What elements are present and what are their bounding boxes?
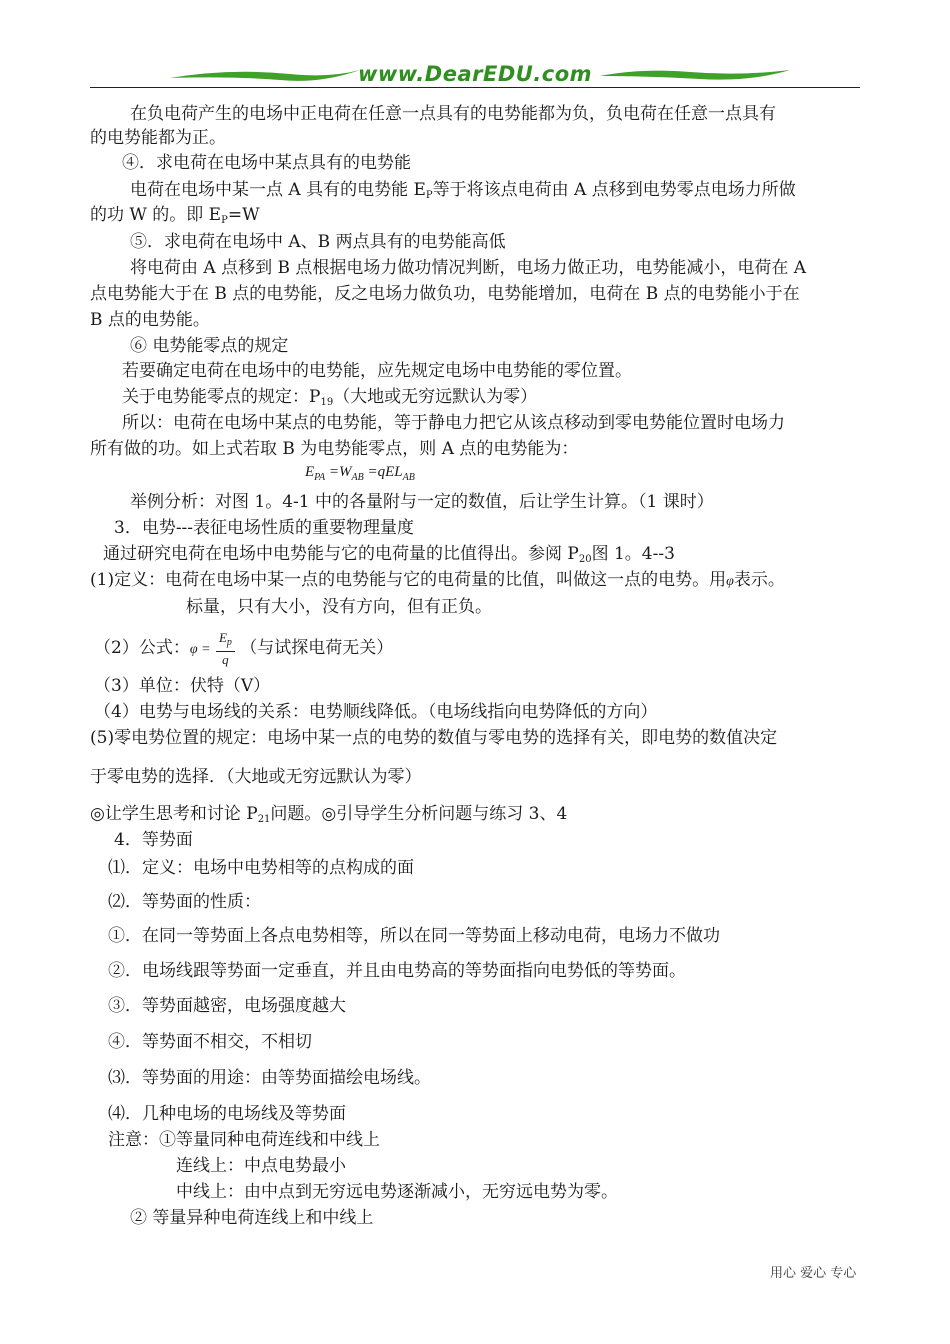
- text-line: ⑶．等势面的用途：由等势面描绘电场线。: [108, 1068, 431, 1088]
- text-line: 通过研究电荷在电场中电势能与它的电荷量的比值得出。参阅 $P_{20}$图 1。4--3: [103, 544, 675, 565]
- text-line: 于零电势的选择．（大地或无穷远默认为零）: [90, 767, 422, 787]
- text-line: 的功 W 的。即 $E_P=W$: [90, 205, 260, 226]
- text-line: （3）单位：伏特（V）: [94, 676, 271, 696]
- section-heading: 4．等势面: [114, 830, 193, 850]
- list-item: ④．等势面不相交，不相切: [108, 1032, 312, 1052]
- formula-line: （2）公式：φ = $\frac{E_p}{q}$ （与试探电荷无关）: [94, 629, 394, 667]
- potential-fraction: $\frac{E_p}{q}$: [216, 630, 235, 668]
- section-heading: ⑥ 电势能零点的规定: [130, 336, 289, 356]
- note-line: 连线上：中点电势最小: [176, 1156, 346, 1176]
- text-line: 在负电荷产生的电场中正电荷在任意一点具有的电势能都为负，负电荷在任意一点具有: [130, 104, 776, 124]
- text-line: ◎让学生思考和讨论 $P_{21}$问题。◎引导学生分析问题与练习 3、4: [90, 804, 568, 825]
- text-line: (5)零电势位置的规定：电场中某一点的电势的数值与零电势的选择有关，即电势的数值决定: [90, 728, 778, 748]
- section-heading: ④．求电荷在电场中某点具有的电势能: [122, 153, 411, 173]
- text-line: （4）电势与电场线的关系：电势顺线降低。（电场线指向电势降低的方向）: [94, 702, 658, 722]
- potential-energy-formula: $E_{PA} =W_{AB} =qEL_{AB}$: [305, 464, 415, 483]
- text-line: 所以：电荷在电场中某点的电势能，等于静电力把它从该点移动到零电势能位置时电场力: [122, 413, 785, 433]
- footer-motto: 用心 爱心 专心: [770, 1266, 857, 1281]
- text-line: 的电势能都为正。: [90, 128, 226, 148]
- section-heading: ⑤．求电荷在电场中 A、B 两点具有的电势能高低: [130, 232, 506, 252]
- list-item: ②．电场线跟等势面一定垂直，并且由电势高的等势面指向电势低的等势面。: [108, 961, 686, 981]
- page-header: [90, 58, 860, 92]
- site-logo-text: www.DearEDU.com: [357, 62, 593, 86]
- note-line: 中线上：由中点到无穷远电势逐渐减小，无穷远电势为零。: [176, 1182, 618, 1202]
- text-line: 点电势能大于在 B 点的电势能，反之电场力做负功，电势能增加，电荷在 B 点的电势能小于在: [90, 284, 800, 304]
- note-line: 注意：①等量同种电荷连线和中线上: [108, 1130, 380, 1150]
- right-swoosh-decoration: [600, 66, 790, 86]
- note-line: ② 等量异种电荷连线上和中线上: [130, 1208, 374, 1228]
- text-line: ⑷．几种电场的电场线及等势面: [108, 1104, 346, 1124]
- text-line: 举例分析：对图 1。4-1 中的各量附与一定的数值，后让学生计算。（1 课时）: [130, 492, 714, 512]
- text-line: 关于电势能零点的规定：$P_{19}$（大地或无穷远默认为零）: [122, 387, 538, 408]
- text-line: 若要确定电荷在电场中的电势能，应先规定电场中电势能的零位置。: [122, 361, 632, 381]
- list-item: ①．在同一等势面上各点电势相等，所以在同一等势面上移动电荷，电场力不做功: [108, 926, 720, 946]
- text-line: B 点的电势能。: [90, 310, 210, 330]
- text-line: 将电荷由 A 点移到 B 点根据电场力做功情况判断，电场力做正功，电势能减小，电荷在 A: [130, 258, 807, 278]
- text-line: ⑴．定义：电场中电势相等的点构成的面: [108, 858, 414, 878]
- text-line: 标量，只有大小，没有方向，但有正负。: [186, 597, 492, 617]
- text-line: 所有做的功。如上式若取 B 为电势能零点，则 A 点的电势能为：: [90, 439, 579, 459]
- section-heading: 3．电势---表征电场性质的重要物理量度: [114, 518, 415, 538]
- definition-line: (1)定义：电荷在电场中某一点的电势能与它的电荷量的比值，叫做这一点的电势。用φ表示。: [90, 570, 785, 590]
- header-rule: [90, 87, 860, 88]
- text-line: 电荷在电场中某一点 A 具有的电势能 $E_P$等于将该点电荷由 A 点移到电势零点电场力所做: [130, 180, 796, 201]
- text-line: ⑵．等势面的性质：: [108, 892, 261, 912]
- list-item: ③．等势面越密，电场强度越大: [108, 996, 346, 1016]
